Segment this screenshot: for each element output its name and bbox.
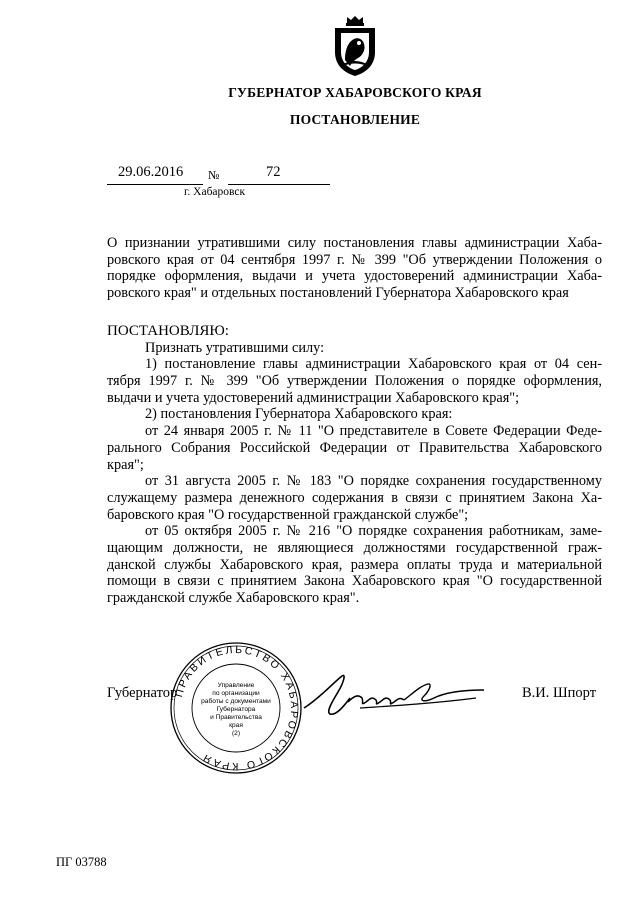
number-label: № [208, 168, 220, 182]
subject-line: ровского края" и отдельных постановлений Губернатора Хабаровского края [107, 284, 569, 301]
document-date: 29.06.2016 [118, 164, 184, 180]
document-subject [107, 235, 602, 301]
signer-name: В.И. Шпорт [522, 685, 597, 701]
body-line: баровского края "О государственной гражданской службе"; [107, 506, 469, 523]
subject-line: порядке оформления, выдачи и учета удостоверений администрации Хаба- [107, 268, 602, 285]
coat-of-arms-icon [330, 14, 380, 78]
body-line: Признать утратившими силу: [145, 339, 325, 356]
stamp-ring-text: ПРАВИТЕЛЬСТВО ХАБАРОВСКОГО КРАЯ [173, 643, 301, 773]
stamp-center-line: Управление [217, 682, 255, 689]
stamp-center-line: Губернатора [216, 706, 256, 713]
decree-word: ПОСТАНОВЛЯЮ: [107, 323, 229, 339]
body-line: данской службы Хабаровского края, размера оплаты труда и материальной [107, 556, 602, 573]
body-lines [107, 340, 602, 607]
form-code: ПГ 03788 [56, 855, 107, 869]
subject-line: О признании утратившими силу постановления главы администрации Хаба- [107, 235, 602, 251]
official-stamp [168, 640, 304, 776]
signer-role: Губернатор [107, 685, 178, 701]
document-body [107, 323, 602, 607]
body-line: 1) постановление главы администрации Хабаровского края от 04 сен- [145, 356, 602, 373]
subject-line: ровского края от 04 сентября 1997 г. № 399 "Об утверждении Положения о [107, 251, 602, 268]
stamp-center-line: работы с документами [201, 698, 271, 705]
body-line: тября 1997 г. № 399 "Об утверждении Положения о порядке оформления, [107, 373, 602, 390]
body-line: от 24 января 2005 г. № 11 "О представителе в Совете Федерации Феде- [145, 423, 602, 440]
body-line: щающим должности, не являющиеся должностями государственной граж- [107, 539, 602, 556]
document-city: г. Хабаровск [184, 186, 246, 198]
body-line: выдачи и учета удостоверений администрации Хабаровского края"; [107, 389, 520, 406]
stamp-center-line: края [229, 722, 243, 729]
body-line: края"; [107, 456, 144, 473]
issuer-title: ГУБЕРНАТОР ХАБАРОВСКОГО КРАЯ [228, 85, 482, 100]
body-line: помощи в связи с принятием Закона Хабаровского края "О государственной [107, 573, 602, 590]
body-line: служащему размера денежного содержания в связи с принятием Закона Ха- [107, 489, 602, 506]
body-line: от 05 октября 2005 г. № 216 "О порядке сохранения работникам, заме- [145, 523, 602, 540]
body-line: гражданской службе Хабаровского края". [107, 590, 360, 606]
document-type: ПОСТАНОВЛЕНИЕ [289, 112, 421, 127]
body-line: 2) постановления Губернатора Хабаровского края: [145, 406, 453, 423]
stamp-center-line: и Правительства [210, 714, 262, 721]
stamp-center-line: по организации [212, 690, 260, 697]
stamp-center-line: (2) [231, 730, 241, 737]
body-line: рального Собрания Российской Федерации от Правительства Хабаровского [107, 439, 602, 456]
document-number: 72 [266, 164, 281, 180]
body-line: от 31 августа 2005 г. № 183 "О порядке сохранения государственному [145, 473, 602, 490]
handwritten-signature [300, 668, 490, 722]
